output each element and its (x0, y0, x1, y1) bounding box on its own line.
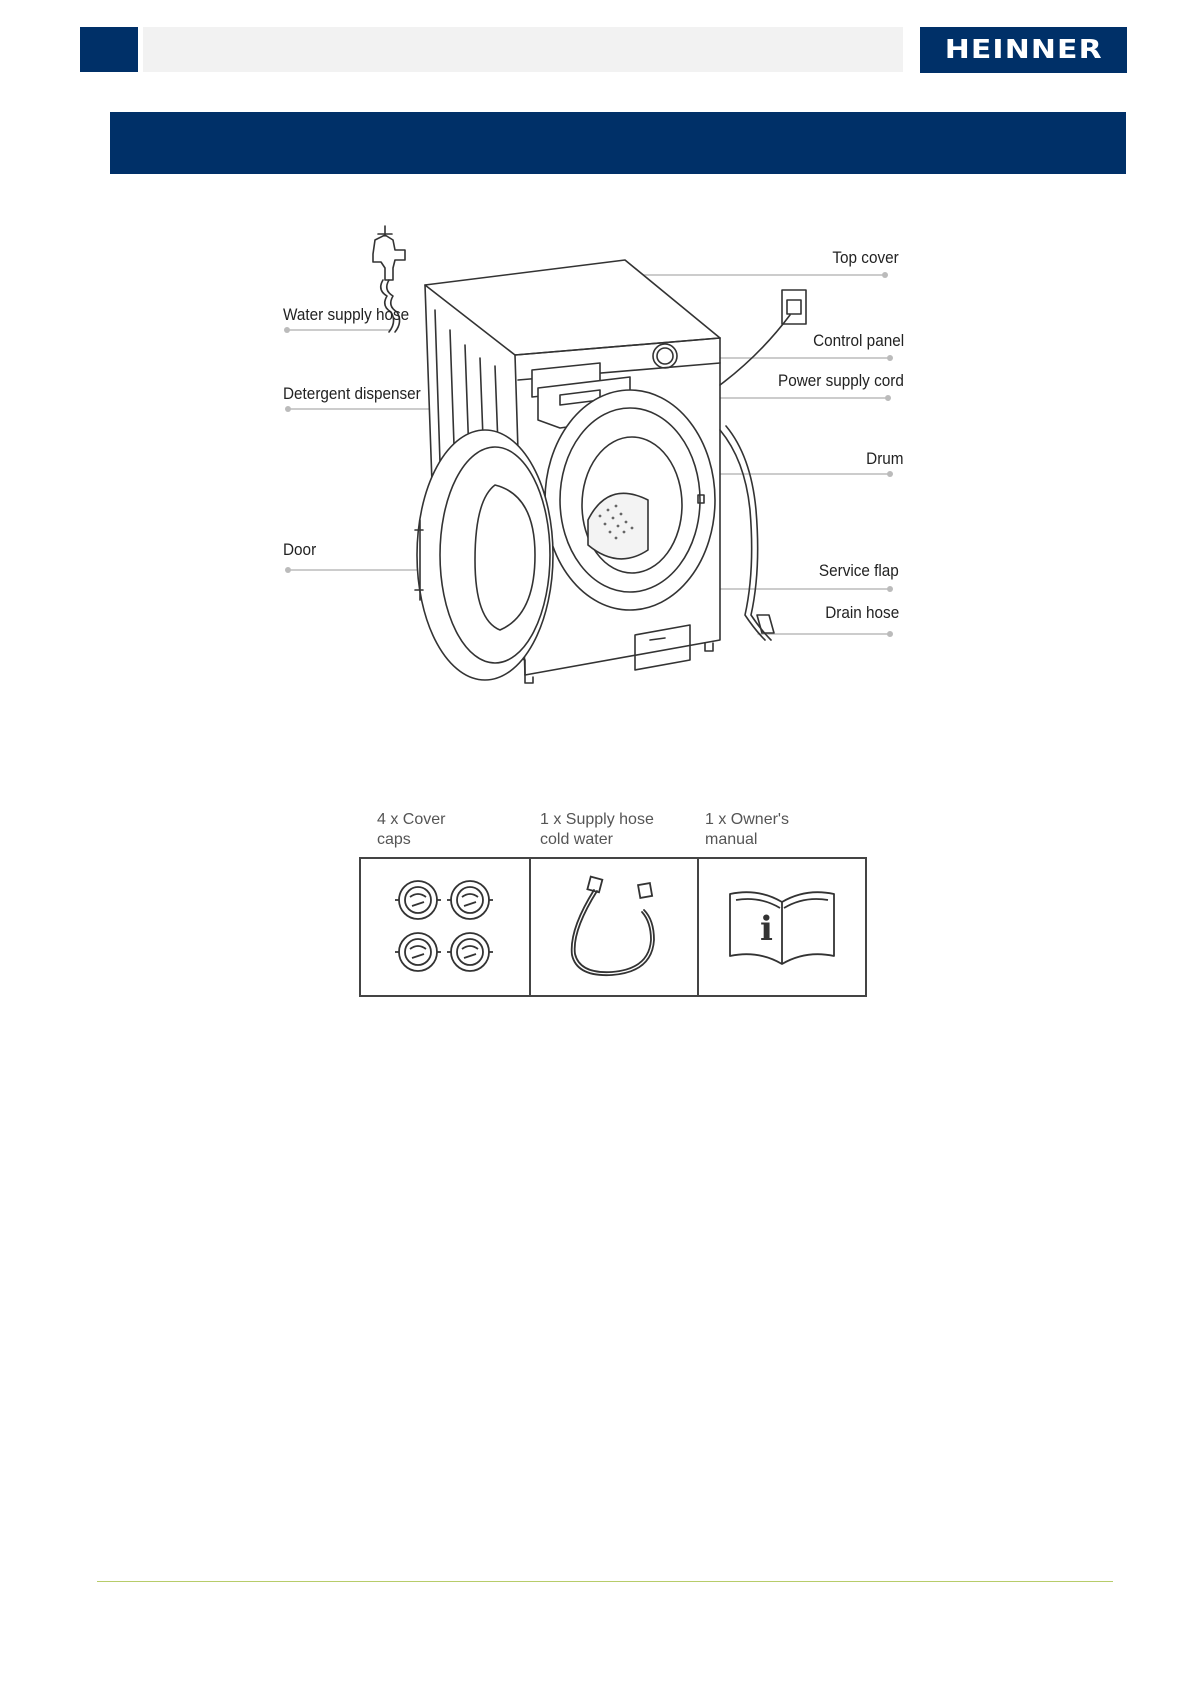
accessory-cell-supply-hose (529, 859, 697, 995)
accessory-caption-line: 1 x Owner's (705, 811, 789, 828)
washing-machine-illustration (270, 220, 910, 710)
header-bar (143, 27, 903, 72)
footer-divider (97, 1581, 1113, 1582)
header-left-block (80, 27, 138, 72)
brand-name: HEINNER (944, 35, 1103, 65)
supply-hose-icon (559, 872, 669, 982)
cover-caps-icon (390, 872, 500, 982)
washing-machine-diagram (270, 220, 910, 710)
section-banner (110, 112, 1126, 174)
accessory-caption-line: 4 x Cover (377, 811, 446, 828)
label-water-supply-hose: Water supply hose (283, 305, 410, 324)
accessory-caption-cover-caps (377, 810, 445, 850)
accessory-cell-cover-caps (361, 859, 529, 995)
label-control-panel: Control panel (812, 331, 904, 350)
label-power-supply-cord: Power supply cord (778, 371, 904, 390)
label-service-flap: Service flap (819, 561, 899, 580)
accessory-caption-owners-manual (705, 810, 789, 850)
accessory-caption-line: manual (705, 831, 758, 848)
svg-text:i: i (760, 909, 773, 949)
brand-logo (920, 27, 1127, 73)
label-drum: Drum (866, 449, 904, 468)
owners-manual-icon (722, 882, 842, 972)
label-top-cover: Top cover (832, 248, 899, 267)
label-drain-hose: Drain hose (825, 603, 899, 622)
accessory-caption-supply-hose (540, 810, 654, 850)
accessory-cell-owners-manual (697, 859, 865, 995)
accessories-table (359, 857, 867, 997)
label-door: Door (283, 540, 317, 559)
accessory-caption-line: 1 x Supply hose (540, 811, 654, 828)
label-detergent-dispenser: Detergent dispenser (283, 384, 421, 403)
accessory-caption-line: caps (377, 831, 411, 848)
accessory-caption-line: cold water (540, 831, 613, 848)
